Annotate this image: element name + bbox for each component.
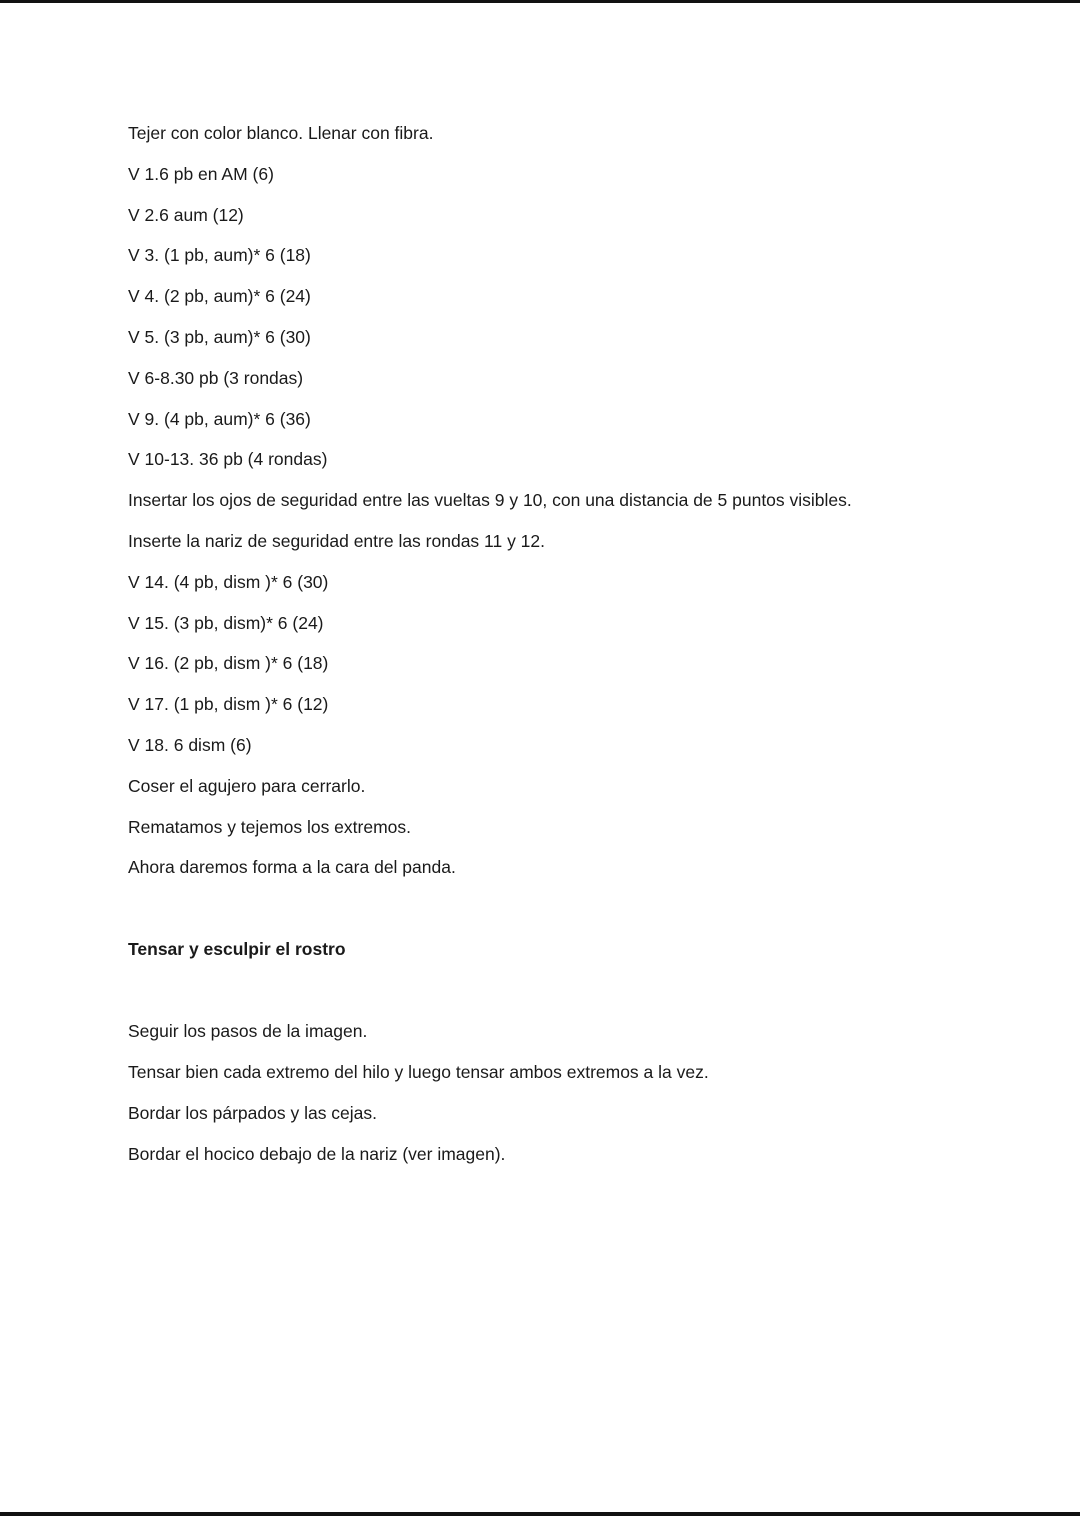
round-line: V 15. (3 pb, dism)* 6 (24) — [128, 612, 324, 633]
round-line: V 4. (2 pb, aum)* 6 (24) — [128, 286, 311, 307]
intro-text: Tejer con color blanco. Llenar con fibra. — [128, 123, 434, 143]
step-line: Bordar los párpados y las cejas. — [128, 1102, 378, 1123]
round-line: V 2.6 aum (12) — [128, 204, 244, 225]
document-page — [128, 122, 1028, 1165]
bottom-border-line — [0, 1512, 1080, 1516]
round-line: V 1.6 pb en AM (6) — [128, 163, 274, 184]
round-line: V 6-8.30 pb (3 rondas) — [128, 367, 304, 388]
closing-line: Coser el agujero para cerrarlo. — [128, 775, 366, 796]
round-line: V 3. (1 pb, aum)* 6 (18) — [128, 245, 311, 266]
round-line: V 17. (1 pb, dism )* 6 (12) — [128, 694, 329, 715]
round-line: V 5. (3 pb, aum)* 6 (30) — [128, 326, 311, 347]
round-line: V 14. (4 pb, dism )* 6 (30) — [128, 571, 329, 592]
closing-line: Ahora daremos forma a la cara del panda. — [128, 857, 456, 878]
round-line: V 9. (4 pb, aum)* 6 (36) — [128, 408, 311, 429]
note-line: Insertar los ojos de seguridad entre las vueltas 9 y 10, con una distancia de 5 puntos visibles. — [128, 490, 852, 511]
step-line: Seguir los pasos de la imagen. — [128, 1021, 368, 1042]
round-line: V 16. (2 pb, dism )* 6 (18) — [128, 653, 329, 674]
step-line: Tensar bien cada extremo del hilo y luego tensar ambos extremos a la vez. — [128, 1062, 709, 1083]
round-line: V 10-13. 36 pb (4 rondas) — [128, 449, 328, 470]
note-line: Inserte la nariz de seguridad entre las rondas 11 y 12. — [128, 530, 546, 551]
step-line: Bordar el hocico debajo de la nariz (ver imagen). — [128, 1143, 506, 1164]
top-border-line — [0, 0, 1080, 3]
section-heading: Tensar y esculpir el rostro — [128, 939, 346, 960]
closing-line: Rematamos y tejemos los extremos. — [128, 816, 412, 837]
round-line: V 18. 6 dism (6) — [128, 734, 252, 755]
